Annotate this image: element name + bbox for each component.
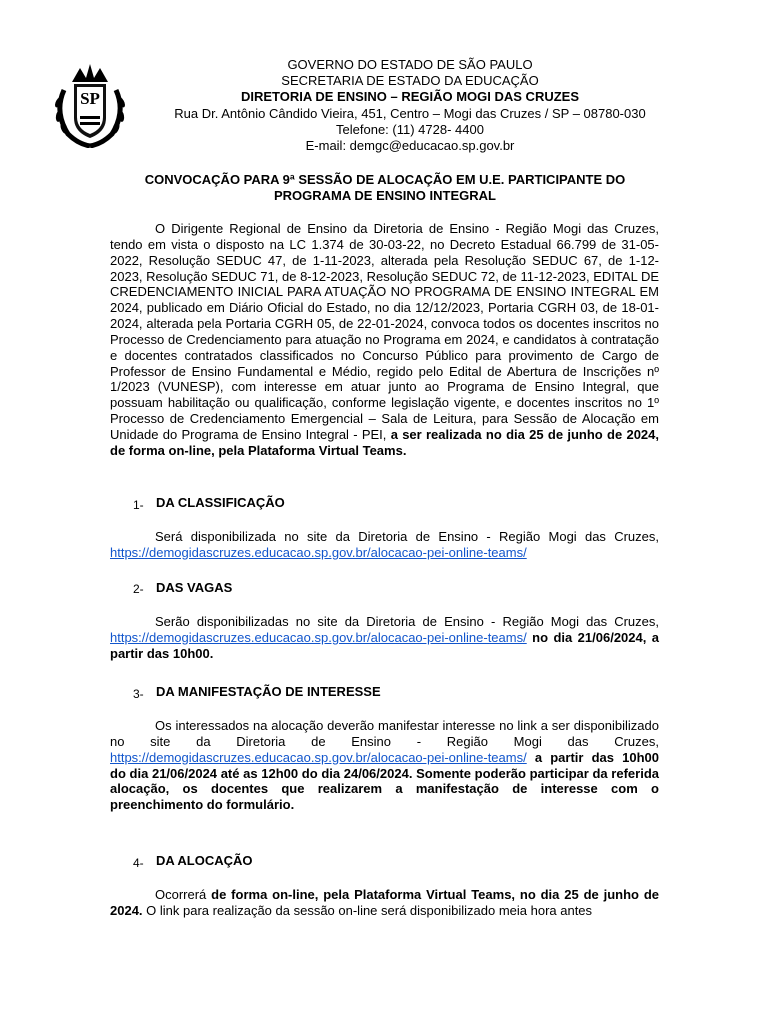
section-3-number: 3-: [133, 687, 144, 701]
section-3-text: Os interessados na alocação deverão manifestar interesse no link a ser disponibilizado no site da Diretoria de Ensino - Região Mogi das Cruzes,: [110, 718, 659, 749]
intro-paragraph: [110, 221, 659, 459]
letterhead: [150, 57, 670, 154]
title-line-1: CONVOCAÇÃO PARA 9ª SESSÃO DE ALOCAÇÃO EM U.E. PARTICIPANTE DO: [144, 172, 626, 187]
section-3-bold-text: a partir das 10h00 do dia 21/06/2024 até as 12h00 do dia 24/06/2024. Somente poderão participar da referida alocação, os docentes que realizarem a manifestação de interesse com o preenchimento do formulário.: [110, 749, 659, 813]
section-2-number: 2-: [133, 582, 144, 596]
header-phone: Telefone: (11) 4728- 4400: [336, 121, 484, 137]
intro-bold-text: a ser realizada no dia 25 de junho de 2024, de forma on-line, pela Plataforma Virtual Teams.: [110, 426, 659, 458]
header-email: E-mail: demgc@educacao.sp.gov.br: [305, 138, 515, 154]
section-1-title: DA CLASSIFICAÇÃO: [156, 495, 285, 510]
section-3-title: DA MANIFESTAÇÃO DE INTERESSE: [156, 684, 381, 699]
section-4-title: DA ALOCAÇÃO: [156, 853, 253, 868]
document-title: [100, 172, 670, 204]
section-4-text: Ocorrerá: [155, 887, 207, 902]
section-2-link[interactable]: https://demogidascruzes.educacao.sp.gov.br/alocacao-pei-online-teams/: [110, 629, 527, 645]
intro-text: O Dirigente Regional de Ensino da Diretoria de Ensino - Região Mogi das Cruzes, tendo em vista o disposto na LC 1.374 de 30-03-22, no Decreto Estadual 66.799 de 31-05-2022, Resolução SEDUC 47, de 1-11-2023, alterada pela Resolução SEDUC 67, de 1-12-2023, Resolução SEDUC 71, de 8-12-2023, Resolução SEDUC 72, de 11-12-2023, EDITAL DE CREDENCIAMENTO INICIAL PARA ATUAÇÃO NO PROGRAMA DE ENSINO INTEGRAL EM 2024, publicado em Diário Oficial do Estado, no dia 12/12/2023, Portaria CGRH 03, de 18-01-2024, alterada pela Portaria CGRH 05, de 22-01-2024, convoca todos os docentes inscritos no Processo de Credenciamento para atuação no Programa em 2024, e candidatos à contratação e docentes contratados classificados no Concurso Público para provimento de Cargo de Professor de Ensino Fundamental e Médio, regido pelo Edital de Abertura de Inscrições nº 1/2023 (VUNESP), com interesse em atuar junto ao Programa de Ensino Integral, que possuam habilitação ou qualificação, conforme legislação vigente, e docentes inscritos no 1º Processo de Credenciamento Emergencial – Sala de Leitura, para Sessão de Alocação em Unidade do Programa de Ensino Integral - PEI,: [110, 221, 659, 442]
section-4-bold-text: de forma on-line, pela Plataforma Virtual Teams, no dia 25 de junho de 2024.: [110, 887, 659, 918]
header-directorate: DIRETORIA DE ENSINO – REGIÃO MOGI DAS CRUZES: [240, 89, 580, 105]
header-secretariat: SECRETARIA DE ESTADO DA EDUCAÇÃO: [281, 73, 539, 89]
section-1-paragraph: [110, 529, 659, 561]
title-line-2: PROGRAMA DE ENSINO INTEGRAL: [274, 188, 496, 203]
section-1-link[interactable]: https://demogidascruzes.educacao.sp.gov.br/alocacao-pei-online-teams/: [110, 544, 527, 560]
section-2-paragraph: [110, 614, 659, 662]
coat-of-arms-seal: [50, 60, 130, 148]
section-3-link[interactable]: https://demogidascruzes.educacao.sp.gov.br/alocacao-pei-online-teams/: [110, 749, 527, 765]
section-2-text: Serão disponibilizadas no site da Diretoria de Ensino - Região Mogi das Cruzes,: [155, 614, 659, 629]
section-2-bold-text: no dia 21/06/2024, a partir das 10h00.: [110, 629, 659, 661]
section-3-paragraph: [110, 718, 659, 813]
section-1-number: 1-: [133, 498, 144, 512]
section-4-text-continued: O link para realização da sessão on-line será disponibilizado meia hora antes: [146, 902, 593, 918]
section-4-number: 4-: [133, 856, 144, 870]
section-1-text: Será disponibilizada no site da Diretoria de Ensino - Região Mogi das Cruzes,: [155, 529, 659, 544]
header-government: GOVERNO DO ESTADO DE SÃO PAULO: [287, 57, 533, 72]
section-2-title: DAS VAGAS: [156, 580, 233, 595]
section-4-paragraph: [110, 887, 659, 919]
header-address: Rua Dr. Antônio Cândido Vieira, 451, Centro – Mogi das Cruzes / SP – 08780-030: [174, 105, 646, 121]
seal-letters: SP: [80, 89, 100, 108]
